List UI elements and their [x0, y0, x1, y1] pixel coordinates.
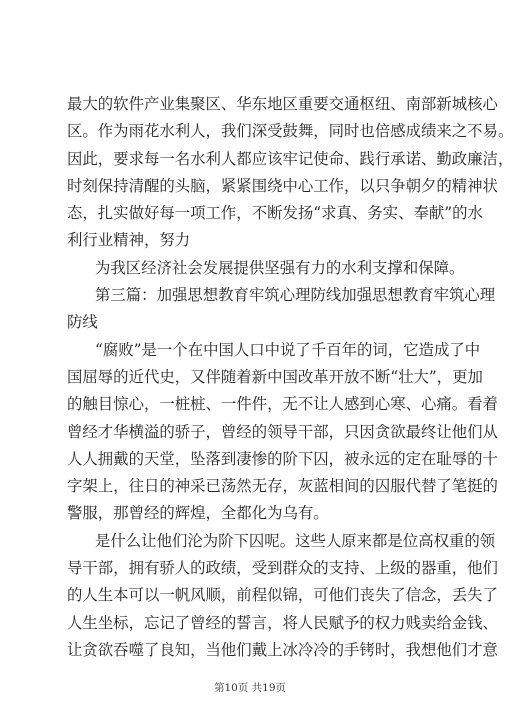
text-line: 因此，要求每一名水利人都应该牢记使命、践行承诺、勤政廉洁， [67, 149, 513, 168]
text-line: 警服，那曾经的辉煌，全都化为乌有。 [67, 504, 329, 523]
page-footer: 第10页 共19页 [213, 682, 287, 694]
text-line: 为我区经济社会发展提供坚强有力的水利支撑和保障。 [95, 258, 465, 277]
text-line: 人人拥戴的天堂，坠落到凄惨的阶下囚，被永远的定在耻辱的十 [67, 449, 498, 468]
text-line: 时刻保持清醒的头脑，紧紧围绕中心工作，以只争朝夕的精神状 [67, 176, 498, 195]
text-line: 防线 [67, 313, 98, 332]
text-line: 曾经才华横溢的骄子，曾经的领导干部，只因贪欲最终让他们从 [67, 422, 498, 441]
text-line: 的触目惊心，一桩桩、一件件，无不让人感到心寒、心痛。看着 [67, 395, 498, 414]
text-line: “腐败”是一个在中国人口中说了千百年的词，它造成了中 [95, 340, 481, 359]
text-line: 的人生本可以一帆风顺，前程似锦，可他们丧失了信念，丢失了 [67, 586, 498, 605]
document-body [67, 91, 513, 664]
text-line: 人生坐标，忘记了曾经的誓言，将人民赋予的权力贱卖给金钱、 [67, 613, 498, 632]
text-line: 区。作为雨花水利人，我们深受鼓舞，同时也倍感成绩来之不易。 [67, 122, 513, 141]
text-line: 字架上，往日的神采已荡然无存，灰蓝相间的囚服代替了笔挺的 [67, 477, 498, 496]
text-line: 第三篇：加强思想教育牢筑心理防线加强思想教育牢筑心理 [95, 286, 496, 305]
text-line: 最大的软件产业集聚区、华东地区重要交通枢纽、南部新城核心 [67, 95, 498, 113]
text-line: 导干部，拥有骄人的政绩，受到群众的支持、上级的器重，他们 [67, 559, 498, 578]
text-line: 态，扎实做好每一项工作，不断发扬“求真、务实、奉献”的水 [67, 204, 483, 223]
text-line: 国屈辱的近代史，又伴随着新中国改革开放不断“壮大”，更加 [67, 367, 483, 386]
text-line: 利行业精神，努力 [67, 231, 191, 250]
text-line: 是什么让他们沦为阶下囚呢。这些人原来都是位高权重的领 [95, 531, 496, 550]
text-line: 让贪欲吞噬了良知，当他们戴上冰冷冷的手铐时，我想他们才意 [67, 640, 498, 659]
